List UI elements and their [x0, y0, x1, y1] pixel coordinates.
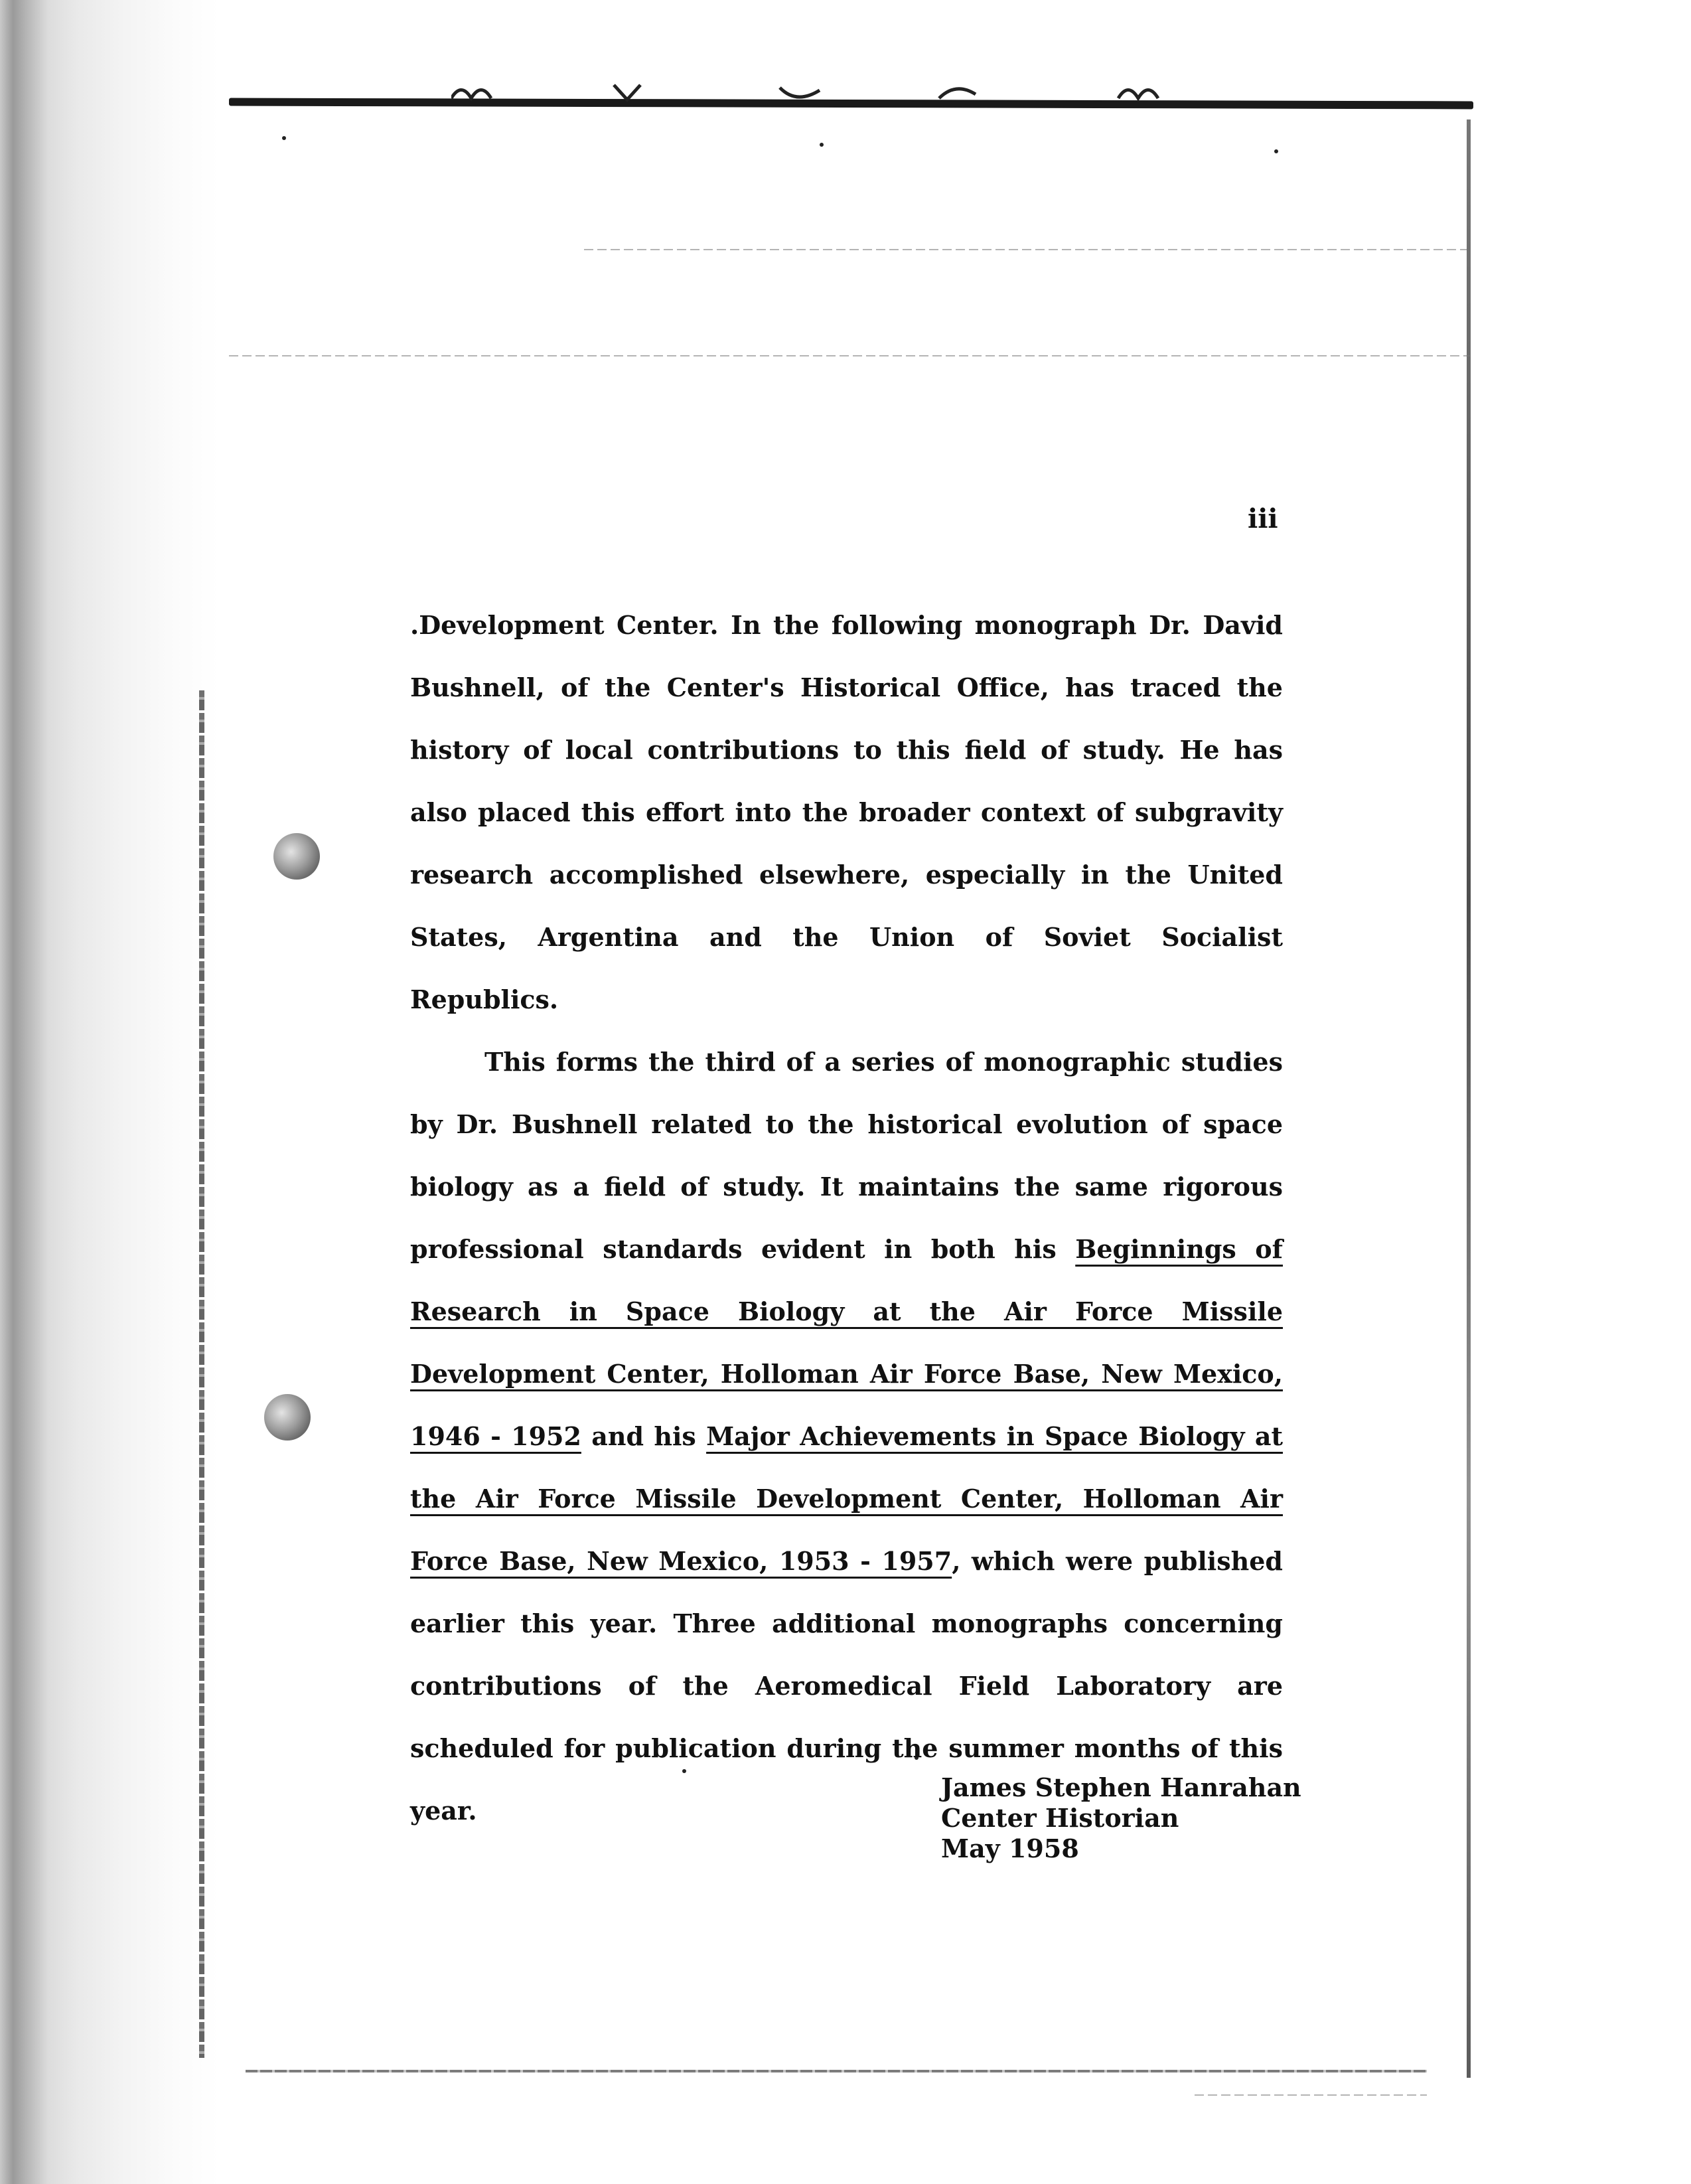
signature-block: [941, 1772, 1301, 1864]
scan-binding-edge: [199, 690, 204, 2058]
scan-binding-shadow: [0, 0, 219, 2184]
paragraph-text: , which were published earlier this year. Three additional monographs concerning contributions of the Aeromedical Field Laboratory are scheduled for publication during the summer months of this year.: [410, 1546, 1284, 1826]
faint-rule: [229, 355, 1470, 356]
paragraph: [410, 1031, 1283, 1842]
monograph-title-2: Major Achievements in Space Biology at the Air Force Missile Development Center, Holloman Air Force Base, New Mexico, 1953 - 1957: [410, 1421, 1283, 1576]
signature-date: May 1958: [941, 1833, 1079, 1863]
binder-hole-bottom: [264, 1394, 311, 1441]
faint-rule: [1195, 2094, 1427, 2096]
page-number: iii: [1248, 503, 1278, 534]
top-edge-marks: [451, 78, 1248, 105]
paragraph: .Development Center. In the following monograph Dr. David Bushnell, of the Center's Historical Office, has traced the history of local contributions to this field of study. He has also placed this effort into the broader context of subgravity research accomplished elsewhere, especially in the United States, Argentina and the Union of Soviet Socialist Republics.: [410, 610, 1283, 1014]
monograph-title-1: Beginnings of Research in Space Biology at the Air Force Missile Development Center, Holloman Air Force Base, New Mexico, 1946 - 1952: [410, 1234, 1283, 1451]
scan-speck: [282, 136, 286, 140]
page-bottom-edge: [246, 2070, 1427, 2072]
page-right-edge: [1467, 119, 1471, 2078]
signatory-name: James Stephen Hanrahan: [941, 1772, 1301, 1802]
signatory-title: Center Historian: [941, 1803, 1179, 1833]
foreword-body: [410, 594, 1283, 1842]
scan-speck: [820, 143, 824, 147]
paragraph-text: This forms the third of a series of monographic studies by Dr. Bushnell related to the historical evolution of space biology as a field of study. It maintains the same rigorous professional standards evident in both his: [410, 1047, 1283, 1264]
binder-hole-top: [273, 833, 320, 880]
paragraph-text: and his: [581, 1421, 707, 1451]
scan-speck: [1274, 149, 1278, 153]
faint-rule: [584, 249, 1467, 250]
